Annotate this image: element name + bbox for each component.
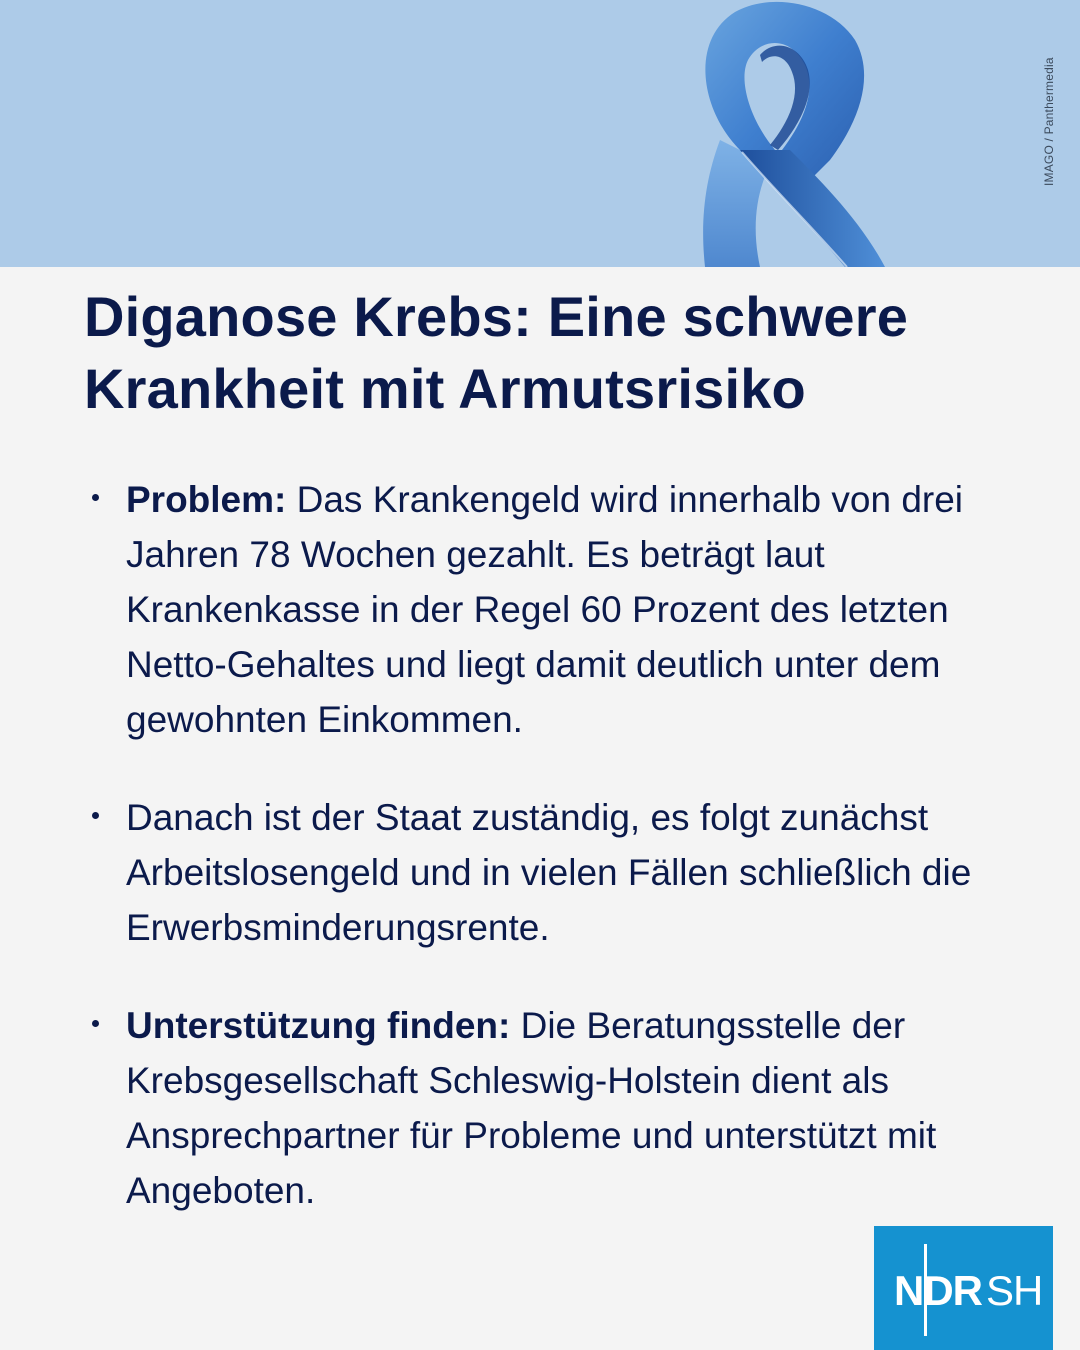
logo-ndr: NDR [894,1267,982,1314]
hero-image [0,0,1080,267]
bullet-dot-icon [92,494,99,501]
logo-sh: SH [986,1267,1043,1314]
bullet-text: Die Beratungsstelle der Krebsgesellschaft Schleswig-Holstein dient als Ansprechpartner für Probleme und unterstützt mit Angeboten. [126,1005,937,1211]
bullet-lead: Unterstützung finden: [126,1005,511,1046]
content-panel [0,267,1080,1350]
bullet-dot-icon [92,812,99,819]
bullet-item-staat [0,790,1080,955]
bullet-lead: Problem: [126,479,287,520]
awareness-ribbon-icon [0,0,1080,267]
bullet-item-unterstuetzung [0,998,1080,1218]
ndr-sh-logo [874,1226,1053,1350]
bullet-item-problem [0,472,1080,747]
bullet-list [0,472,1080,1261]
bullet-dot-icon [92,1020,99,1027]
photo-credit: IMAGO / Panthermedia [1042,57,1056,186]
headline: Diganose Krebs: Eine schwere Krankheit mit Armutsrisiko [84,285,909,420]
bullet-text: Danach ist der Staat zuständig, es folgt zunächst Arbeitslosengeld und in vielen Fällen schließlich die Erwerbsminderungsrente. [126,797,972,948]
bullet-text: Das Krankengeld wird innerhalb von drei Jahren 78 Wochen gezahlt. Es beträgt laut Krankenkasse in der Regel 60 Prozent des letzten Netto-Gehaltes und liegt damit deutlich unter dem gewohnten Einkommen. [126,479,964,740]
